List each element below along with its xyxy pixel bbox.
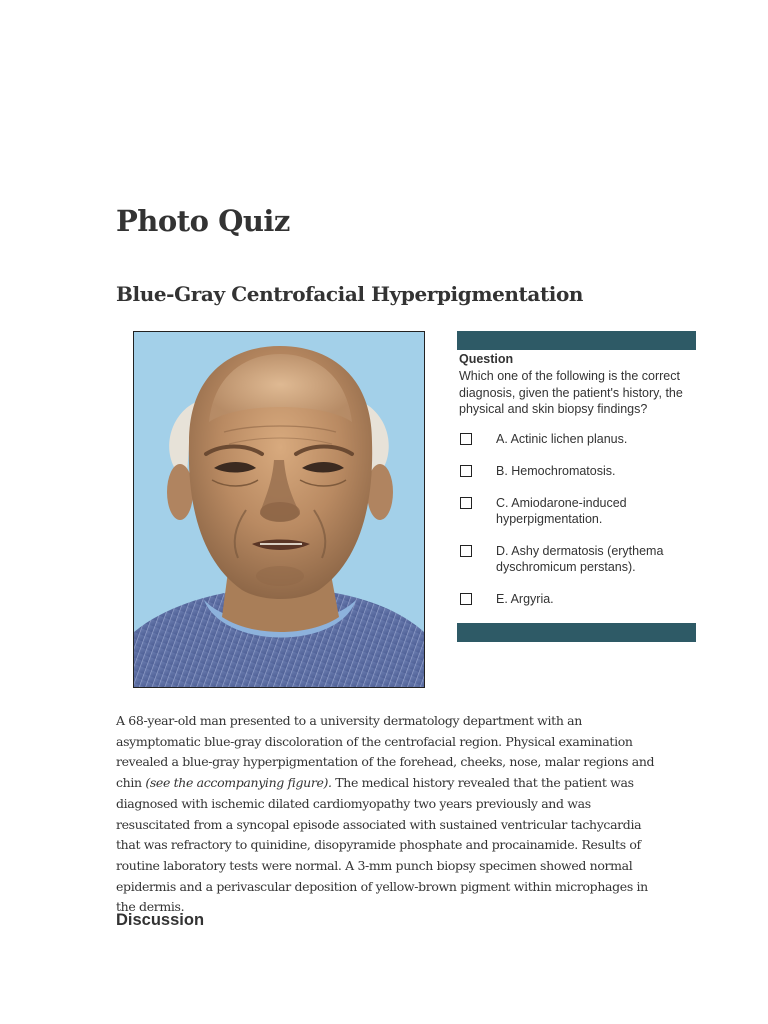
case-description (116, 711, 656, 918)
option-b-checkbox[interactable] (460, 465, 472, 477)
option-a-checkbox[interactable] (460, 433, 472, 445)
case-text-before: A 68-year-old man presented to a university dermatology department with an asymptomatic blue-gray discoloration of the centrofacial region. Physical examination revealed a blue-gray hyperpigmentation of the forehead, cheeks, nose, malar regions and chin (116, 713, 655, 791)
quiz-header-bar (457, 331, 698, 350)
figure-reference: (see the accompanying figure). (145, 775, 332, 791)
quiz-prompt: Which one of the following is the correct diagnosis, given the patient's history, the physical and skin biopsy findings? (459, 369, 683, 416)
option-b-label[interactable]: B. Hemochromatosis. (496, 464, 616, 478)
case-text-after: The medical history revealed that the patient was diagnosed with ischemic dilated cardiomyopathy two years previously and was resuscitated from a syncopal episode associated with sustained ventricular tachycardia that was refractory to quinidine, disopyramide phosphate and procainamide. Results of routine laboratory tests were normal. A 3-mm punch biopsy specimen showed normal epidermis and a perivascular deposition of yellow-brown pigment within microphages in the dermis. (116, 775, 648, 915)
option-d-label[interactable]: D. Ashy dermatosis (erythema dyschromicum perstans). (496, 544, 664, 574)
patient-photo-image (134, 332, 424, 687)
patient-photo (133, 331, 425, 688)
discussion-heading: Discussion (116, 911, 205, 929)
option-c-checkbox[interactable] (460, 497, 472, 509)
quiz-footer-bar (457, 623, 698, 642)
option-a-label[interactable]: A. Actinic lichen planus. (496, 432, 628, 446)
article-title: Blue-Gray Centrofacial Hyperpigmentation (116, 282, 584, 306)
option-d-checkbox[interactable] (460, 545, 472, 557)
quiz-heading: Question (459, 352, 514, 366)
option-c-label[interactable]: C. Amiodarone-induced hyperpigmentation. (496, 496, 627, 526)
page-title: Photo Quiz (116, 204, 290, 238)
option-e-label[interactable]: E. Argyria. (496, 592, 554, 606)
option-e-checkbox[interactable] (460, 593, 472, 605)
